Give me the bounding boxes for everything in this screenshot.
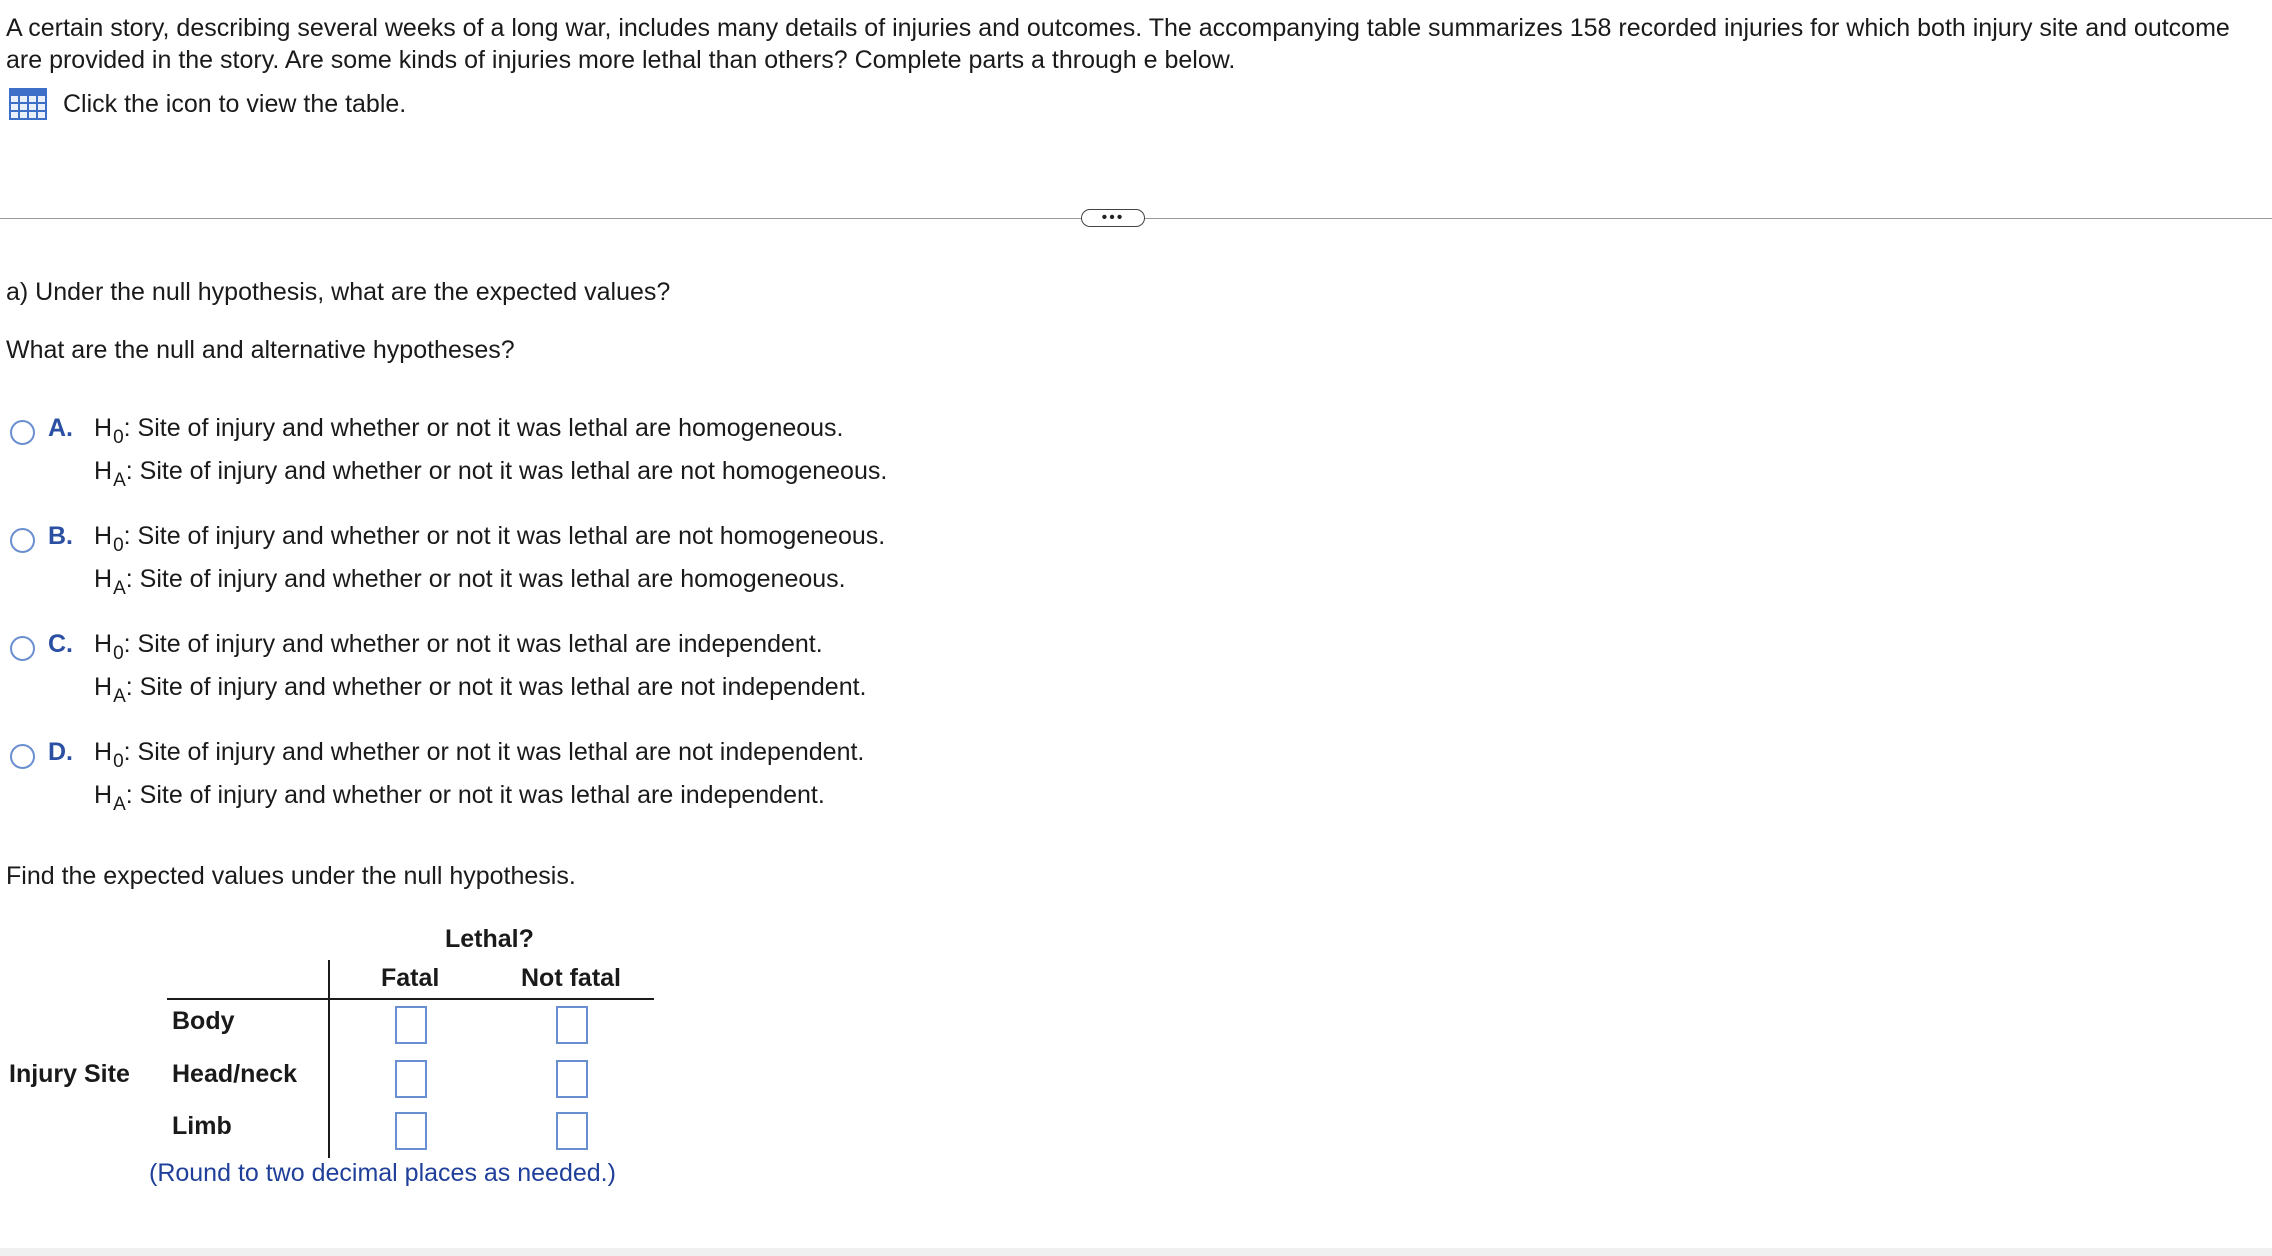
null-hypothesis: $H_0$: Site of injury and whether or not it was lethal are homogeneous.	[94, 414, 844, 448]
null-hypothesis: $H_0$: Site of injury and whether or not it was lethal are not independent.	[94, 738, 865, 772]
row-label-head-neck: Head/neck	[172, 1060, 298, 1088]
input-limb-not-fatal[interactable]	[556, 1112, 588, 1150]
input-head-neck-not-fatal[interactable]	[556, 1060, 588, 1098]
option-b[interactable]	[10, 522, 1010, 612]
intro-text: A certain story, describing several weeks of a long war, includes many details of injuries and outcomes. The accompanying table summarizes 158 recorded injuries for which both injury site and outcome are provided in the story. Are some kinds of injuries more lethal than others? Complete parts a through e below.	[6, 14, 2230, 74]
input-limb-fatal[interactable]	[395, 1112, 427, 1150]
table-vertical-rule	[328, 960, 330, 1158]
input-head-neck-fatal[interactable]	[395, 1060, 427, 1098]
column-header-not-fatal: Not fatal	[521, 964, 621, 992]
alternative-hypothesis: $H_A$: Site of injury and whether or not it was lethal are not independent.	[94, 673, 867, 707]
part-a-prompt: a) Under the null hypothesis, what are the expected values?	[6, 278, 671, 306]
null-hypothesis: $H_0$: Site of injury and whether or not it was lethal are independent.	[94, 630, 823, 664]
radio-button-a[interactable]	[10, 420, 35, 445]
more-options-button[interactable]: •••	[1081, 209, 1145, 227]
null-hypothesis: $H_0$: Site of injury and whether or not it was lethal are not homogeneous.	[94, 522, 886, 556]
table-horizontal-rule	[167, 998, 654, 1000]
expected-values-prompt: Find the expected values under the null hypothesis.	[6, 862, 576, 890]
view-table-label[interactable]: Click the icon to view the table.	[63, 89, 407, 118]
hypotheses-prompt: What are the null and alternative hypotheses?	[6, 336, 515, 364]
option-c[interactable]	[10, 630, 1010, 720]
option-d[interactable]	[10, 738, 1010, 828]
input-body-not-fatal[interactable]	[556, 1006, 588, 1044]
alternative-hypothesis: $H_A$: Site of injury and whether or not it was lethal are independent.	[94, 781, 825, 815]
option-a[interactable]	[10, 414, 1010, 504]
radio-button-c[interactable]	[10, 636, 35, 661]
input-body-fatal[interactable]	[395, 1006, 427, 1044]
option-letter: A.	[48, 414, 73, 442]
bottom-scroll-bar	[0, 1248, 2272, 1256]
radio-button-b[interactable]	[10, 528, 35, 553]
alternative-hypothesis: $H_A$: Site of injury and whether or not it was lethal are homogeneous.	[94, 565, 846, 599]
radio-button-d[interactable]	[10, 744, 35, 769]
column-header-fatal: Fatal	[381, 964, 440, 992]
row-group-header: Injury Site	[9, 1060, 130, 1088]
view-table-link[interactable]	[9, 88, 406, 120]
row-label-limb: Limb	[172, 1112, 232, 1140]
row-label-body: Body	[172, 1007, 235, 1035]
option-letter: D.	[48, 738, 73, 766]
rounding-note: (Round to two decimal places as needed.)	[149, 1159, 616, 1187]
option-letter: C.	[48, 630, 73, 658]
alternative-hypothesis: $H_A$: Site of injury and whether or not it was lethal are not homogeneous.	[94, 457, 888, 491]
table-grid-icon[interactable]	[9, 88, 47, 120]
option-letter: B.	[48, 522, 73, 550]
column-group-header: Lethal?	[445, 925, 534, 953]
